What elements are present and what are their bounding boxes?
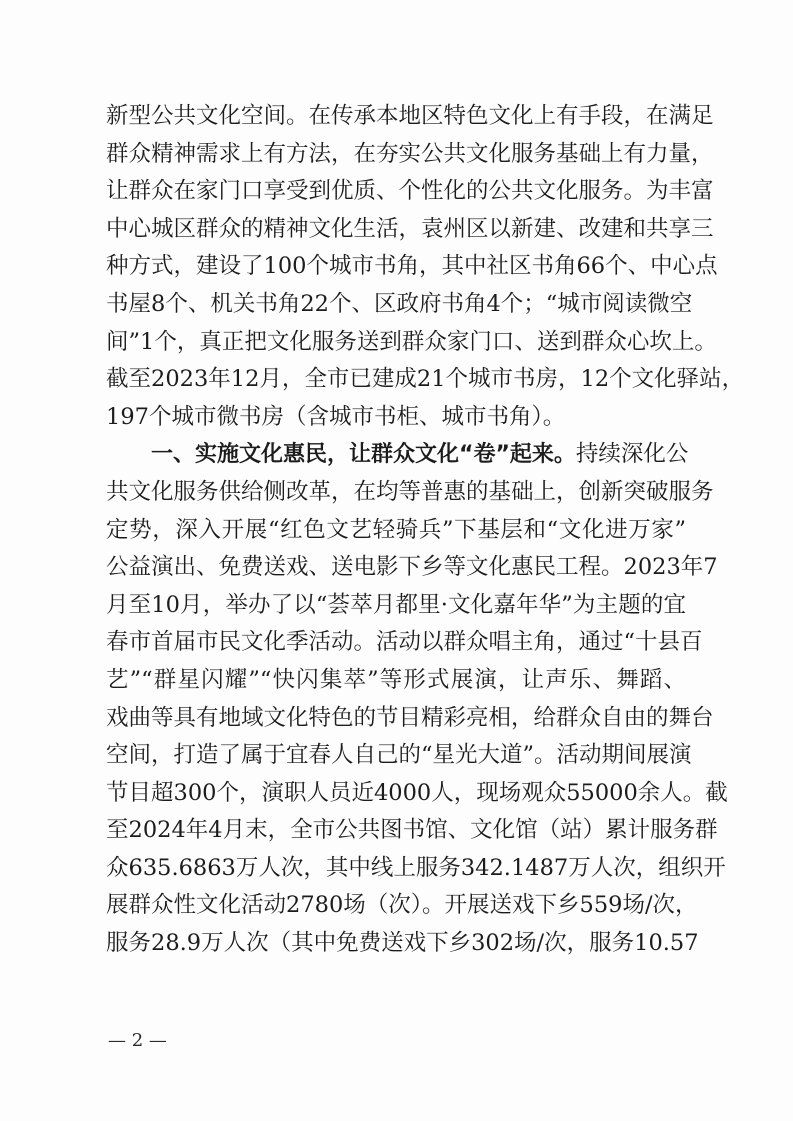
text-line-13: 公益演出、免费送戏、送电影下乡等文化惠民工程。2023年7 — [106, 554, 718, 581]
text-line-6: 书屋8个、机关书角22个、区政府书角4个；“城市阅读微空 — [106, 290, 693, 317]
text-line-22: 展群众性文化活动2780场（次）。开展送戏下乡559场/次， — [106, 892, 698, 919]
section-first-line — [106, 436, 689, 474]
page-number: — 2 — — [108, 1030, 167, 1051]
text-line-23: 服务28.9万人次（其中免费送戏下乡302场/次，服务10.57 — [106, 930, 699, 957]
text-line-4: 中心城区群众的精神文化生活，袁州区以新建、改建和共享三 — [106, 215, 714, 242]
text-line-16: 艺”“群星闪耀”“快闪集萃”等形式展演，让声乐、舞蹈、 — [106, 666, 686, 693]
text-line-19: 节目超300个，演职人员近4000人，现场观众55000余人。截 — [106, 779, 728, 806]
text-line-7: 间”1个，真正把文化服务送到群众家门口、送到群众心坎上。 — [106, 328, 717, 355]
section-lead-text: 持续深化公 — [575, 441, 689, 468]
text-line-14: 月至10月，举办了以“荟萃月都里·文化嘉年华”为主题的宜 — [106, 591, 686, 618]
text-line-21: 众635.6863万人次，其中线上服务342.1487万人次，组织开 — [106, 854, 726, 881]
text-line-15: 春市首届市民文化季活动。活动以群众唱主角，通过“十县百 — [106, 629, 703, 656]
text-line-20: 至2024年4月末，全市公共图书馆、文化馆（站）累计服务群 — [106, 817, 718, 844]
text-line-1: 新型公共文化空间。在传承本地区特色文化上有手段，在满足 — [106, 103, 714, 129]
text-line-18: 空间，打造了属于宜春人自己的“星光大道”。活动期间展演 — [106, 742, 692, 769]
text-line-2: 群众精神需求上有方法，在夯实公共文化服务基础上有力量， — [106, 140, 714, 167]
text-line-11: 共文化服务供给侧改革，在均等普惠的基础上，创新突破服务 — [106, 478, 714, 505]
text-line-12: 定势，深入开展“红色文艺轻骑兵”下基层和“文化进万家” — [106, 516, 686, 543]
text-line-17: 戏曲等具有地域文化特色的节目精彩亮相，给群众自由的舞台 — [106, 704, 714, 731]
text-line-3: 让群众在家门口享受到优质、个性化的公共文化服务。为丰富 — [106, 178, 714, 205]
section-heading: 一、实施文化惠民，让群众文化“卷”起来。 — [151, 442, 576, 468]
text-line-5: 种方式，建设了100个城市书角，其中社区书角66个、中心点 — [106, 253, 718, 280]
body-text — [106, 98, 745, 963]
text-line-9: 197个城市微书房（含城市书柜、城市书角）。 — [106, 403, 566, 430]
text-line-8: 截至2023年12月，全市已建成21个城市书房，12个文化驿站， — [106, 366, 745, 393]
